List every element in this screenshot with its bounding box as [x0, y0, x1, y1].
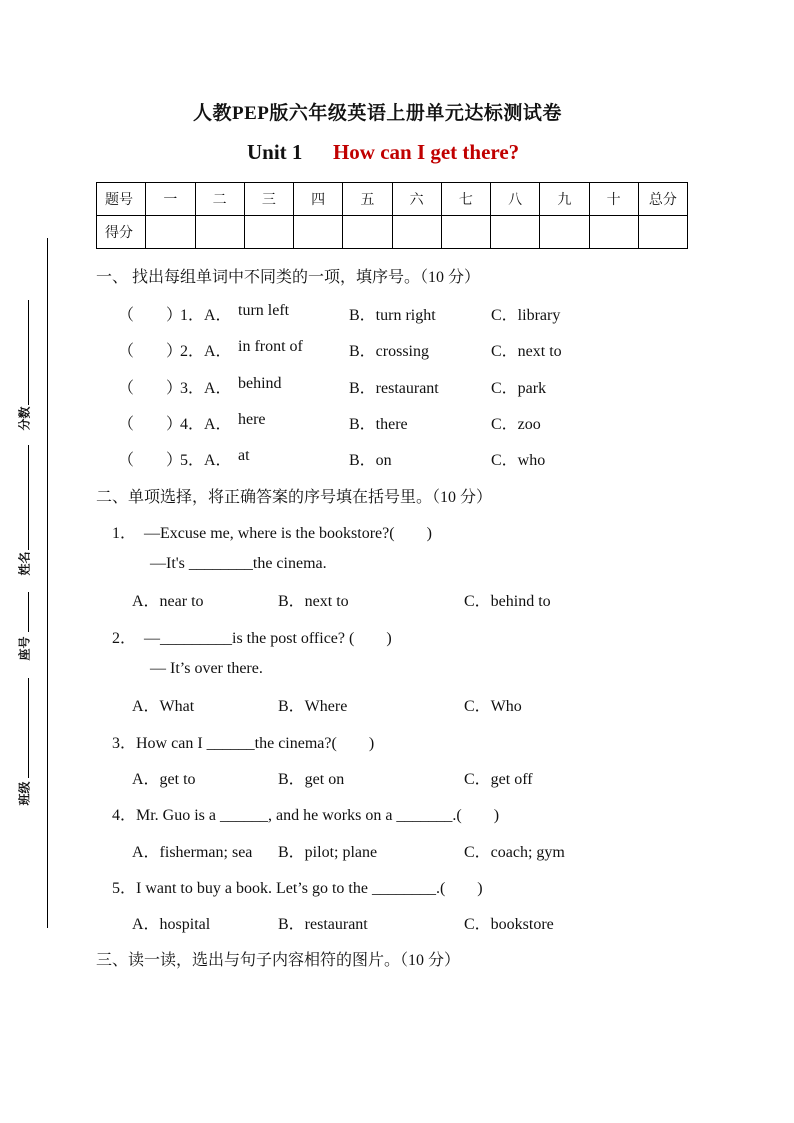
score-cell: 九 [540, 183, 589, 216]
score-table-header-row [97, 183, 688, 216]
option-a: in front of [238, 338, 303, 355]
option-c: C．library [491, 307, 561, 324]
score-input-cell[interactable] [491, 216, 540, 249]
option-a: A．get to [132, 771, 196, 788]
option-a: A．What [132, 698, 195, 715]
unit-heading [247, 140, 519, 165]
question-stem: 2． —_________is the post office? ( ) [112, 630, 392, 647]
unit-title: How can I get there? [332, 140, 520, 164]
option-c: C．coach; gym [464, 844, 565, 861]
score-input-cell[interactable] [540, 216, 589, 249]
option-c: C．Who [464, 698, 522, 715]
page-title: 人教PEP版六年级英语上册单元达标测试卷 [193, 103, 562, 124]
option-b: B．next to [278, 593, 349, 610]
option-a: A．fisherman; sea [132, 844, 253, 861]
unit-label: Unit 1 [247, 140, 303, 164]
score-cell: 八 [491, 183, 540, 216]
option-a: at [238, 447, 250, 464]
option-c: C．behind to [464, 593, 551, 610]
option-c: C．who [491, 452, 546, 469]
option-b: B．restaurant [278, 916, 368, 933]
question-stem: 5．I want to buy a book. Let’s go to the ________.( ) [112, 880, 483, 897]
section-1-heading: 一、 找出每组单词中不同类的一项，填序号。（10 分） [96, 269, 481, 286]
score-input-cell[interactable] [146, 216, 195, 249]
xingming-label: 姓名 [17, 551, 32, 576]
score-input-cell[interactable] [343, 216, 392, 249]
option-a: turn left [238, 302, 290, 319]
option-b: B．there [349, 416, 408, 433]
question-response: —It's ________the cinema. [150, 555, 327, 572]
fenshu-label: 分数 [17, 406, 32, 431]
option-a: A．hospital [132, 916, 211, 933]
score-cell: 得分 [97, 216, 146, 249]
answer-paren[interactable]: （ ） [118, 307, 183, 324]
score-cell: 七 [441, 183, 490, 216]
score-cell: 一 [146, 183, 195, 216]
zuohao-label: 座号 [17, 636, 32, 661]
score-input-cell[interactable] [195, 216, 244, 249]
item-number: 3．A． [180, 380, 232, 397]
option-b: B．pilot; plane [278, 844, 378, 861]
score-table-score-row [97, 216, 688, 249]
option-c: C．bookstore [464, 916, 554, 933]
section-3-heading: 三、读一读，选出与句子内容相符的图片。（10 分） [96, 952, 461, 969]
option-b: B．restaurant [349, 380, 439, 397]
score-cell: 总分 [638, 183, 687, 216]
option-c: C．zoo [491, 416, 541, 433]
score-input-cell[interactable] [638, 216, 687, 249]
item-number: 5．A． [180, 452, 232, 469]
option-b: B．get on [278, 771, 345, 788]
fenshu-blank[interactable] [28, 300, 29, 405]
question-stem: 3．How can I ______the cinema?( ) [112, 735, 375, 752]
option-c: C．park [491, 380, 547, 397]
score-table [96, 182, 688, 249]
score-cell: 十 [589, 183, 638, 216]
answer-paren[interactable]: （ ） [118, 452, 183, 469]
option-a: here [238, 411, 266, 428]
score-cell: 四 [294, 183, 343, 216]
score-cell: 三 [244, 183, 293, 216]
xingming-blank[interactable] [28, 445, 29, 550]
question-response: — It’s over there. [150, 660, 263, 677]
option-a: A．near to [132, 593, 204, 610]
score-cell: 五 [343, 183, 392, 216]
zuohao-blank[interactable] [28, 592, 29, 632]
binding-line [47, 238, 48, 928]
option-b: B．turn right [349, 307, 436, 324]
score-input-cell[interactable] [244, 216, 293, 249]
answer-paren[interactable]: （ ） [118, 343, 183, 360]
option-c: C．next to [491, 343, 562, 360]
option-b: B．crossing [349, 343, 430, 360]
item-number: 2．A． [180, 343, 232, 360]
banji-blank[interactable] [28, 678, 29, 778]
score-cell: 六 [392, 183, 441, 216]
score-cell: 题号 [97, 183, 146, 216]
score-input-cell[interactable] [589, 216, 638, 249]
option-c: C．get off [464, 771, 533, 788]
item-number: 1．A． [180, 307, 232, 324]
score-input-cell[interactable] [392, 216, 441, 249]
question-stem: 4．Mr. Guo is a ______, and he works on a _______.( ) [112, 807, 500, 824]
option-a: behind [238, 375, 282, 392]
score-input-cell[interactable] [441, 216, 490, 249]
option-b: B．on [349, 452, 392, 469]
question-stem: 1． —Excuse me, where is the bookstore?( ) [112, 525, 432, 542]
score-cell: 二 [195, 183, 244, 216]
item-number: 4．A． [180, 416, 232, 433]
section-2-heading: 二、单项选择，将正确答案的序号填在括号里。（10 分） [96, 489, 493, 506]
score-input-cell[interactable] [294, 216, 343, 249]
banji-label: 班级 [17, 781, 32, 806]
answer-paren[interactable]: （ ） [118, 380, 183, 397]
option-b: B．Where [278, 698, 348, 715]
answer-paren[interactable]: （ ） [118, 416, 183, 433]
